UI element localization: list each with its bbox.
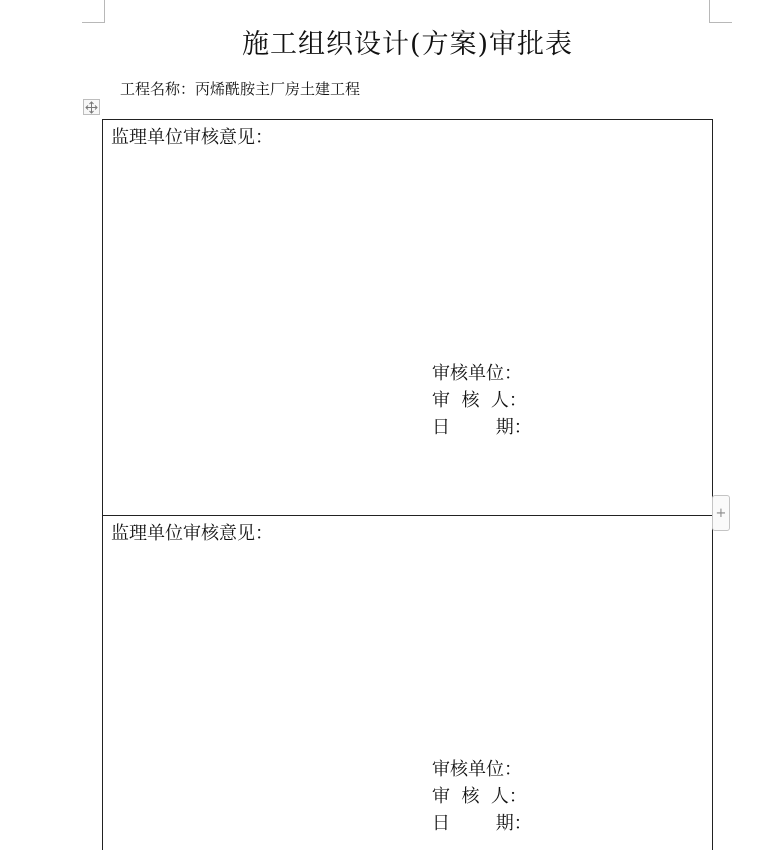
- plus-icon: +: [715, 505, 727, 521]
- review-cell-supervisor-2[interactable]: [103, 516, 712, 850]
- review-cell-supervisor-1[interactable]: [103, 120, 712, 516]
- signature-block: [432, 756, 532, 837]
- reviewer-label: 审 核 人：: [432, 390, 527, 411]
- approval-table: [102, 119, 713, 850]
- review-opinion-heading: 监理单位审核意见：: [111, 127, 273, 148]
- page-title: 施工组织设计(方案)审批表: [241, 29, 574, 60]
- review-unit-label: 审核单位：: [432, 363, 522, 384]
- crop-mark-top-right: [709, 0, 732, 23]
- review-unit-label: 审核单位：: [432, 759, 522, 780]
- table-move-handle[interactable]: [83, 99, 100, 115]
- project-name-line[interactable]: 工程名称：丙烯酰胺主厂房土建工程: [120, 80, 361, 98]
- date-label: 日 期：: [432, 417, 532, 438]
- reviewer-label: 审 核 人：: [432, 786, 527, 807]
- date-label: 日 期：: [432, 813, 532, 834]
- crop-mark-top-left: [82, 0, 105, 23]
- move-icon: [85, 101, 98, 114]
- signature-block: [432, 360, 532, 441]
- add-row-button[interactable]: [712, 495, 730, 531]
- review-opinion-heading: 监理单位审核意见：: [111, 523, 273, 544]
